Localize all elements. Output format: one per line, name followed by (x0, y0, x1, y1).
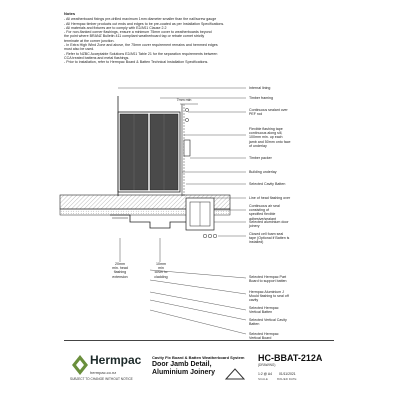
title-block (64, 340, 334, 385)
callout-label: Timber packer (249, 156, 272, 160)
certification-mark-icon (224, 367, 246, 381)
dimension-gap-label: 7mm min (176, 98, 192, 102)
callout-label: Continuous sealant over PEF rod (249, 108, 288, 117)
callout-label: Closed cell foam seal tape (Optional if Batten is installed) (249, 232, 290, 245)
callout-label: Selected Hermpac Vertical Board (249, 332, 279, 341)
callout-label: Line of head flashing over (249, 196, 291, 200)
brand-name: Hermpac (90, 353, 142, 367)
disclaimer: SUBJECT TO CHANGE WITHOUT NOTICE (70, 377, 133, 381)
note-line: - Prior to installation, refer to Hermpac Board & Batten Technical Installation Specifications. (64, 60, 209, 65)
sill-profile (110, 215, 186, 228)
note-line: - All materials and fixtures are to comply with E2/AS1 Clause 2.2 (64, 25, 167, 30)
callout-label: Hermpac Aluminium J Mould flashing to seal off cavity (249, 290, 289, 303)
system-name: Cavity Fix Board & Batten Weatherboard System (152, 355, 245, 360)
callout-label: Selected Hermpac Vertical Batten (249, 306, 279, 315)
callout-label: Internal lining (249, 86, 271, 90)
note-line: - In Extra High Wind Zone and above, the 75mm cover requirement remains and hemmed edges (64, 43, 218, 48)
callout-label: Timber framing (249, 96, 274, 100)
callout-label: Flexible flashing tape continuous along sill, 100mm min. up each jamb and 50mm onto face of underlay (249, 127, 291, 148)
drawing-title-line-2: Aluminium Joinery (152, 369, 216, 376)
brand-url: hermpac.co.nz (90, 370, 117, 375)
notes-title: Notes (64, 11, 76, 16)
flashing-tape (182, 104, 184, 196)
callout-label: Building underlay (249, 170, 277, 174)
scale-label: SCALE (258, 377, 268, 381)
drawing-meta-labels (258, 377, 304, 381)
dimension-overlap-label: 20mm min. head flashing extension (112, 262, 128, 279)
timber-framing (118, 112, 180, 192)
callout-label: Selected Cavity Batten (249, 182, 286, 186)
note-line: - For non-flanked corner flashings, ensure a minimum 75mm cover to weatherboards beyond (64, 30, 212, 35)
sealant-rod (185, 108, 188, 121)
drawing-code: HC-BBAT-212A (258, 353, 323, 363)
date-value: 01/11/2021 (278, 372, 296, 376)
note-line: must also be used. (64, 47, 95, 52)
scale-value: 1:2 @ A4 (258, 372, 272, 376)
callout-label: Selected aluminium door joinery (249, 220, 289, 229)
drawing-code-sub: (DRAWING) (258, 363, 276, 367)
note-line: - Refer to NZBC Acceptable Solutions E2/AS1 Table 21 for the separation requirements between (64, 51, 218, 56)
note-line: the point where BRANZ Bulletin 411 compliant weatherboard tap or rebate cornet strictly (64, 34, 205, 39)
date-label: ISSUED DATE (276, 377, 297, 381)
note-line: terminate at the corner junction. (64, 38, 115, 43)
foam-seal-tape (203, 234, 217, 238)
callout-label: Selected Vertical Cavity Batten (249, 318, 287, 327)
callout-label: Continuous air seal consisting of specified flexible adhesive/sealant (249, 204, 280, 221)
note-line: CCA treated battens and metal flashings. (64, 55, 130, 60)
aluminium-door-joinery (60, 195, 230, 230)
note-line: - All Hermpac timber products cut ends and edges to be pre-coated as per Installation Specifications. (64, 21, 225, 26)
dimension-cover-label: 10mm min cover to cladding (154, 262, 168, 279)
callout-label: Selected Hermpac Part Board to support batten (249, 275, 287, 284)
drawing-title-line-1: Door Jamb Detail, (152, 361, 212, 368)
timber-packer (184, 140, 190, 156)
drawing-meta (258, 372, 302, 376)
note-line: - All weatherboard fixings pre-drilled maximum 1mm diameter smaller than the nail/screw gauge (64, 17, 217, 22)
